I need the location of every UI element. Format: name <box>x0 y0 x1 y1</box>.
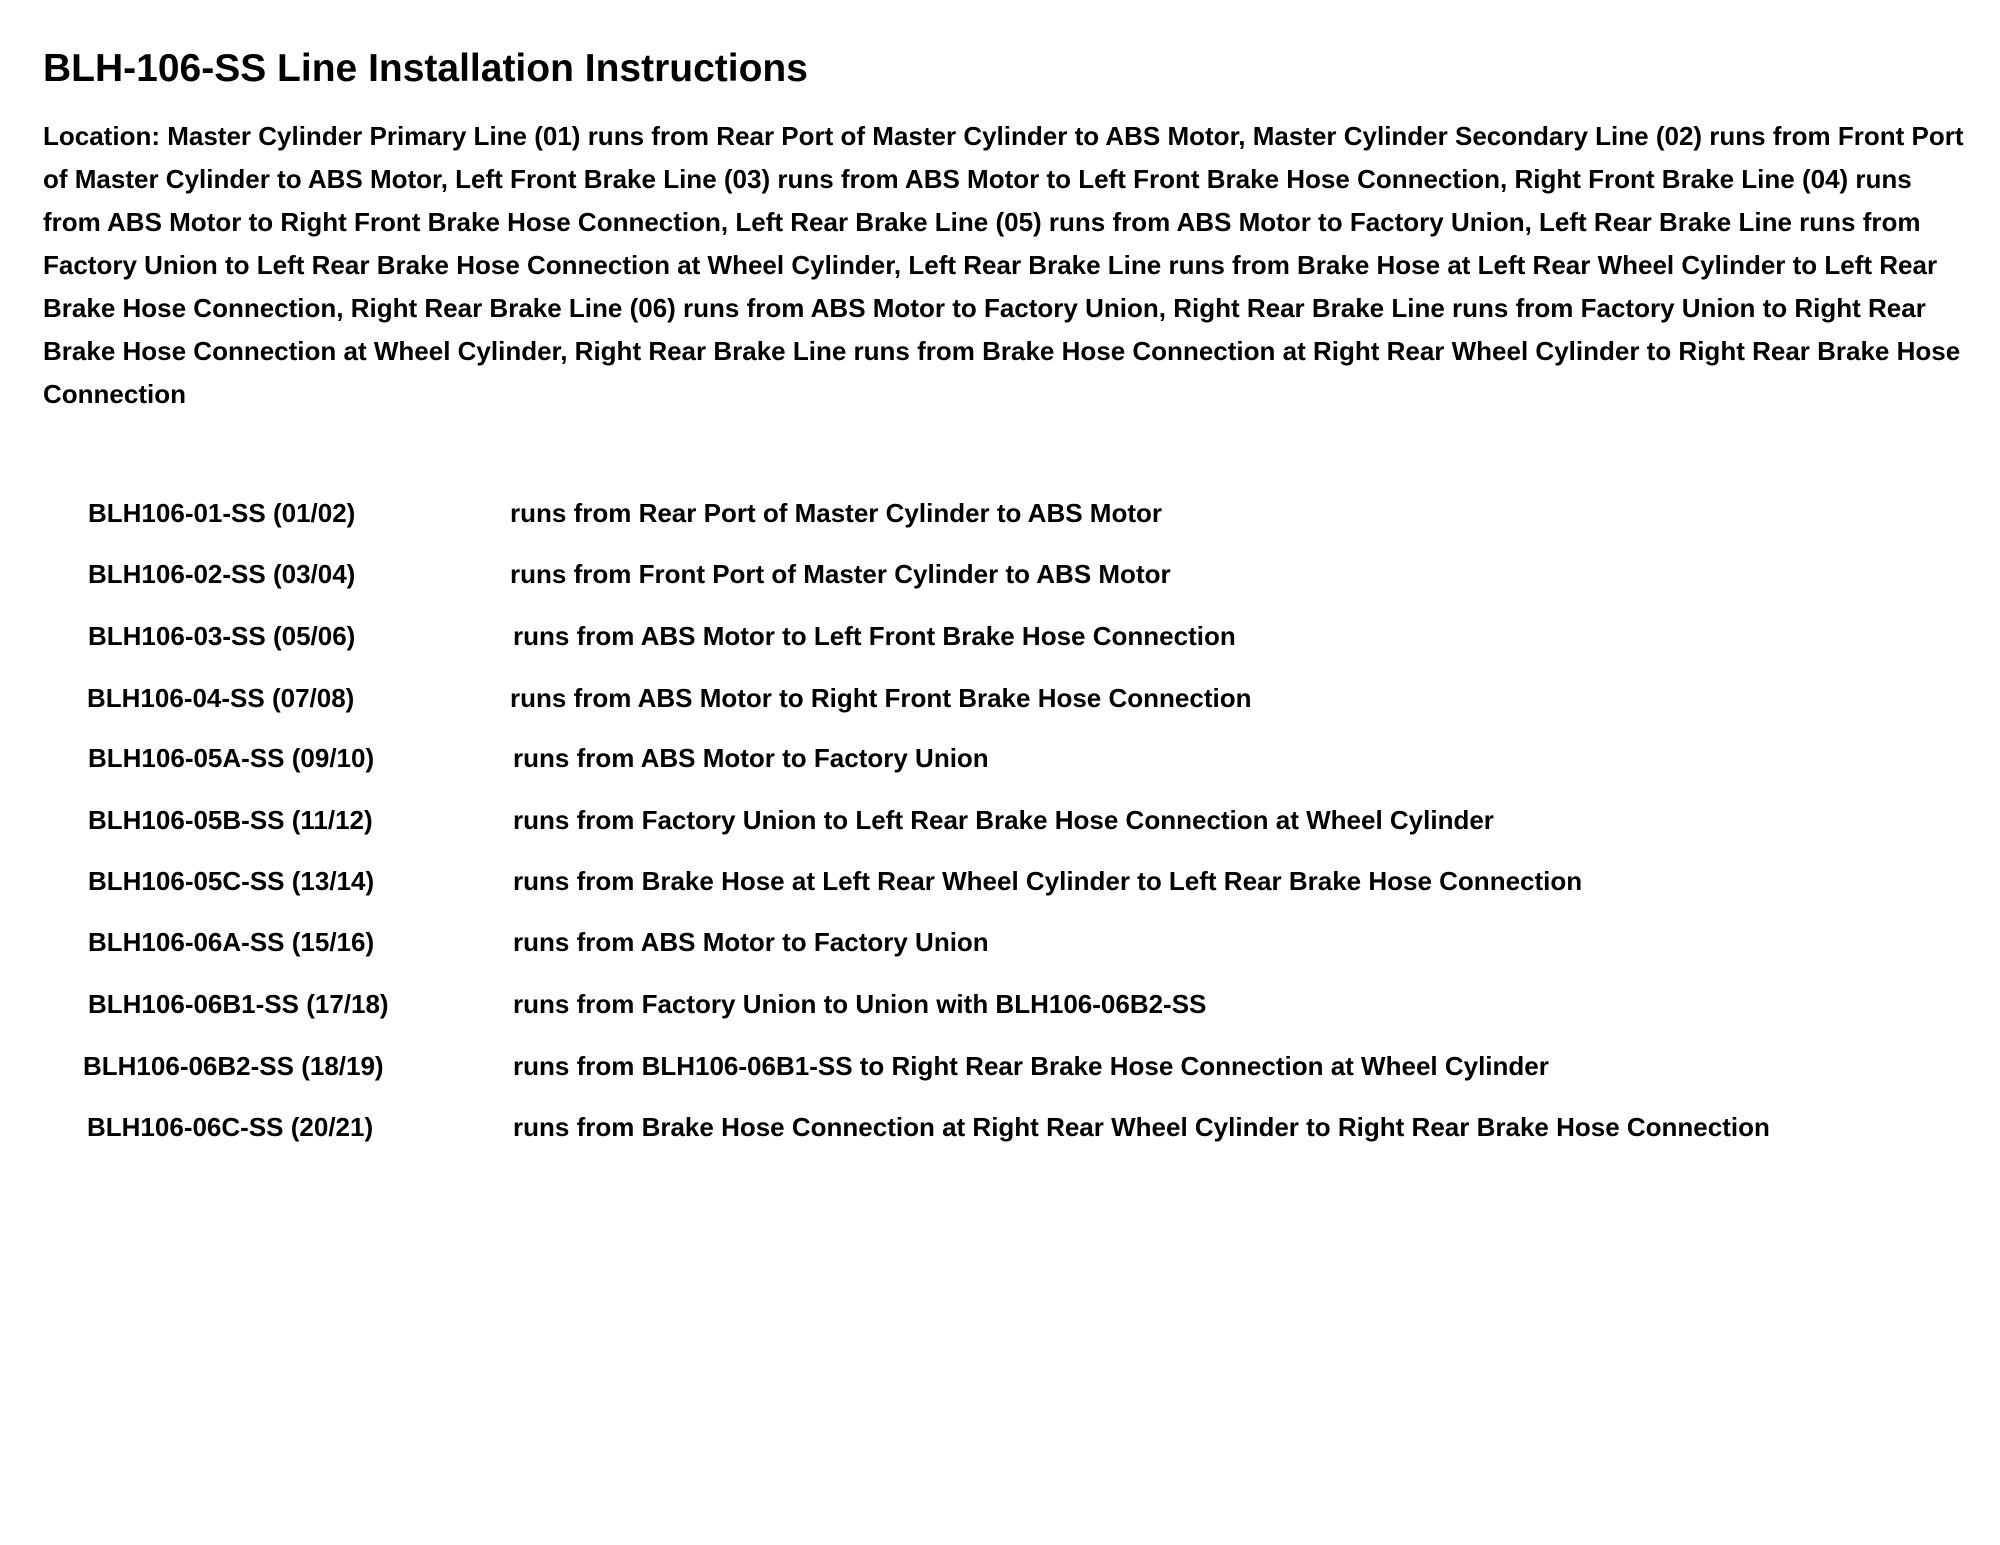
line-route: runs from ABS Motor to Factory Union <box>513 743 989 773</box>
line-row <box>0 861 2000 901</box>
location-paragraph: Location: Master Cylinder Primary Line (01) runs from Rear Port of Master Cylinder to ABS Motor, Master Cylinder Secondary Line (02) runs from Front Port of Master Cylinder to ABS Motor, Left Front Brake Line (03) runs from ABS Motor to Left Front Brake Hose Connection, Right Front Brake Line (04) runs from ABS Motor to Right Front Brake Hose Connection, Left Rear Brake Line (05) runs from ABS Motor to Factory Union, Left Rear Brake Line runs from Factory Union to Left Rear Brake Hose Connection at Wheel Cylinder, Left Rear Brake Line runs from Brake Hose at Left Rear Wheel Cylinder to Left Rear Brake Hose Connection, Right Rear Brake Line (06) runs from ABS Motor to Factory Union, Right Rear Brake Line runs from Factory Union to Right Rear Brake Hose Connection at Wheel Cylinder, Right Rear Brake Line runs from Brake Hose Connection at Right Rear Wheel Cylinder to Right Rear Brake Hose Connection <box>43 121 1964 409</box>
part-number: BLH106-05A-SS (09/10) <box>88 743 375 773</box>
line-route: runs from Brake Hose Connection at Right Rear Wheel Cylinder to Right Rear Brake Hose Connection <box>513 1112 1770 1142</box>
line-route: runs from Rear Port of Master Cylinder to ABS Motor <box>510 498 1162 528</box>
line-row <box>0 554 2000 594</box>
line-row <box>0 800 2000 840</box>
line-row <box>0 1107 2000 1147</box>
line-route: runs from BLH106-06B1-SS to Right Rear Brake Hose Connection at Wheel Cylinder <box>513 1051 1549 1081</box>
line-row <box>0 922 2000 962</box>
line-row <box>0 1046 2000 1086</box>
line-route: runs from Brake Hose at Left Rear Wheel Cylinder to Left Rear Brake Hose Connection <box>513 866 1583 896</box>
part-number: BLH106-06C-SS (20/21) <box>87 1112 374 1142</box>
line-row <box>0 738 2000 778</box>
part-number: BLH106-02-SS (03/04) <box>88 559 356 589</box>
line-row <box>0 616 2000 656</box>
part-number: BLH106-01-SS (01/02) <box>88 498 356 528</box>
line-route: runs from ABS Motor to Left Front Brake Hose Connection <box>513 621 1236 651</box>
line-route: runs from ABS Motor to Right Front Brake Hose Connection <box>510 683 1252 713</box>
line-route: runs from Factory Union to Left Rear Brake Hose Connection at Wheel Cylinder <box>513 805 1494 835</box>
part-number: BLH106-06B2-SS (18/19) <box>83 1051 384 1081</box>
line-route: runs from Front Port of Master Cylinder to ABS Motor <box>510 559 1171 589</box>
line-row <box>0 984 2000 1024</box>
line-route: runs from ABS Motor to Factory Union <box>513 927 989 957</box>
line-route: runs from Factory Union to Union with BLH106-06B2-SS <box>513 989 1207 1019</box>
part-number: BLH106-05B-SS (11/12) <box>88 805 373 835</box>
line-row <box>0 678 2000 718</box>
part-number: BLH106-06A-SS (15/16) <box>88 927 375 957</box>
part-number: BLH106-06B1-SS (17/18) <box>88 989 389 1019</box>
part-number: BLH106-04-SS (07/08) <box>87 683 355 713</box>
line-row <box>0 493 2000 533</box>
part-number: BLH106-03-SS (05/06) <box>88 621 356 651</box>
document-title: BLH-106-SS Line Installation Instructions <box>43 47 808 90</box>
part-number: BLH106-05C-SS (13/14) <box>88 866 375 896</box>
